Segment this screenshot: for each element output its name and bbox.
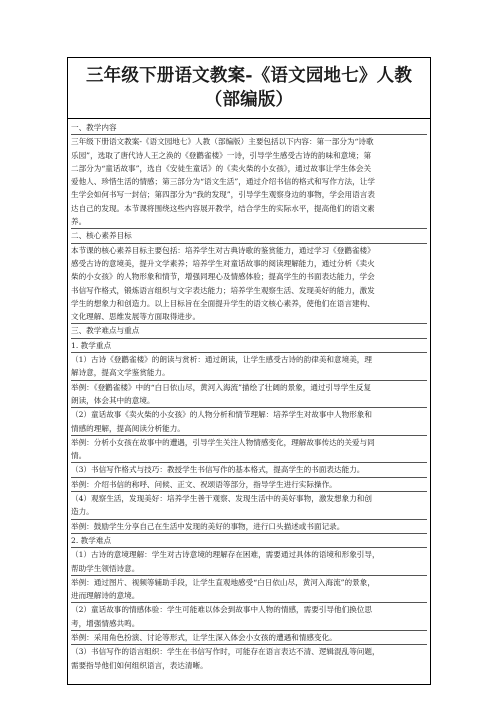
subheading-focus-text: 1. 教学重点	[71, 340, 112, 350]
difficulty-item-line: （3）书信写作的语言组织：学生在书信写作时，可能存在语言表达不清、逻辑混乱等问题，	[71, 647, 380, 657]
lesson-plan-table	[67, 57, 431, 685]
section-heading-content	[71, 121, 427, 135]
focus-item	[71, 408, 427, 436]
document-title-line2: （部编版）	[204, 90, 294, 110]
focus-item-line: （4）观察生活，发现美好：培养学生善于观察、发现生活中的美好事物，激发想象力和创	[71, 494, 372, 504]
section-heading-core-text: 二、核心素养目标	[71, 231, 132, 241]
focus-example	[71, 436, 427, 464]
focus-item-line: 解诗意，提高文学鉴赏能力。	[71, 368, 170, 378]
section-heading-core	[71, 229, 427, 243]
subheading-focus	[71, 339, 427, 353]
difficulty-example-line: 进而理解诗的意境。	[71, 591, 140, 601]
title-cell	[68, 58, 430, 119]
content-paragraph-line: 养。	[71, 217, 87, 227]
focus-item	[71, 492, 427, 520]
focus-example	[71, 520, 427, 534]
focus-example-line: 朗读，体会其中的意境。	[71, 395, 155, 405]
focus-item	[71, 463, 427, 477]
focus-example-line: 情。	[71, 451, 87, 461]
focus-item-line: （3）书信写作格式与技巧：教授学生书信写作的基本格式，提高学生的书面表达能力。	[71, 465, 365, 475]
difficulty-item	[71, 548, 427, 576]
content-paragraph-line: 爱他人、珍惜生活的情感；第三部分为“语文生活”，通过介绍书信的格式和写作方法，让学	[71, 177, 375, 187]
core-paragraph-line: 文化理解、思维发展等方面取得进步。	[71, 312, 201, 322]
difficulty-example	[71, 631, 427, 645]
subheading-difficulty	[71, 534, 427, 548]
focus-example-line: 举例：鼓励学生分享自己在生活中发现的美好的事物，进行口头描述或书面记录。	[71, 521, 345, 531]
content-paragraph-line: 达自己的发现。本节课将围绕这些内容展开教学，结合学生的实际水平，提高他们的语文素	[71, 203, 375, 213]
subheading-difficulty-text: 2. 教学难点	[71, 535, 112, 545]
content-paragraph-line: 乐园”，选取了唐代诗人王之涣的《登鹳雀楼》一诗，引导学生感受古诗的韵味和意境；第	[71, 150, 372, 160]
difficulty-item-line: 需要指导他们如何组织语言，表达清晰。	[71, 660, 208, 670]
document-title-line1: 三年级下册语文教案-《语文园地七》人教	[85, 66, 413, 86]
core-paragraph-line: 本节课的核心素养目标主要包括：培养学生对古典诗歌的鉴赏能力，通过学习《登鹳雀楼》	[71, 245, 375, 255]
difficulty-item-line: （1）古诗的意境理解：学生对古诗意境的理解存在困难，需要通过具体的语境和形象引导，	[71, 550, 380, 560]
focus-example	[71, 381, 427, 409]
difficulty-item-line: （2）童话故事的情感体验：学生可能难以体会到故事中人物的情感，需要引导他们换位思	[71, 605, 372, 615]
section-heading-content-text: 一、教学内容	[71, 123, 117, 132]
core-paragraph-line: 学生的想象力和创造力。以上目标旨在全面提升学生的语文核心素养，使他们在语言建构、	[71, 298, 375, 308]
content-paragraph-line: 三年级下册语文教案-《语文园地七》人教（部编版）主要包括以下内容：第一部分为“诗歌	[71, 137, 374, 147]
difficulty-item-line: 考，增强情感共鸣。	[71, 618, 140, 628]
difficulty-item	[71, 603, 427, 631]
focus-item-line: （1）古诗《登鹳雀楼》的朗读与赏析：通过朗读，让学生感受古诗的韵律美和意境美，理	[71, 355, 372, 365]
difficulty-item-line: 帮助学生领悟诗意。	[71, 563, 140, 573]
focus-example-line: 举例：介绍书信的称呼、问候、正文、祝颂语等部分，指导学生进行实际操作。	[71, 479, 337, 489]
focus-example-line: 举例：分析小女孩在故事中的遭遇，引导学生关注人物情感变化，理解故事传达的关爱与同	[71, 437, 375, 447]
focus-example	[71, 478, 427, 492]
difficulty-example-line: 举例：通过图片、视频等辅助手段，让学生直观地感受“白日依山尽，黄河入海流”的景象，	[71, 577, 375, 587]
focus-example-line: 举例：《登鹳雀楼》中的“白日依山尽，黄河入海流”描绘了壮阔的景象，通过引导学生反复	[71, 382, 372, 392]
content-paragraph	[71, 135, 427, 229]
content-paragraph-line: 生学会如何书写一封信；第四部分为“我的发现”，引导学生观察身边的事物，学会用语言表	[71, 190, 375, 200]
focus-item-line: （2）童话故事《卖火柴的小女孩》的人物分析和情节理解：培养学生对故事中人物形象和	[71, 410, 372, 420]
difficulty-example-line: 举例：采用角色扮演、讨论等形式，让学生深入体会小女孩的遭遇和情感变化。	[71, 632, 337, 642]
difficulty-example	[71, 576, 427, 604]
core-paragraph-line: 柴的小女孩》的人物形象和情节，增强同理心及情感体验；提高学生的书面表达能力，学会	[71, 272, 375, 282]
content-paragraph-line: 二部分为“童话故事”，选自《安徒生童话》的《卖火柴的小女孩》，通过故事让学生体会关	[71, 163, 372, 173]
focus-item-line: 情感的理解，提高阅读分析能力。	[71, 423, 185, 433]
document-body	[68, 119, 430, 672]
focus-item	[71, 353, 427, 381]
section-heading-key-text: 三、教学难点与重点	[71, 326, 140, 336]
core-paragraph-line: 书信写作格式，锻炼语言组织与文字表达能力；培养学生观察生活、发现美好的能力，激发	[71, 285, 375, 295]
focus-item-line: 造力。	[71, 507, 94, 517]
section-heading-key	[71, 324, 427, 338]
core-paragraph-line: 感受古诗的意境美，提升文学素养；培养学生对童话故事的阅读理解能力，通过分析《卖火	[71, 258, 375, 268]
core-paragraph	[71, 244, 427, 325]
difficulty-item	[71, 645, 427, 672]
